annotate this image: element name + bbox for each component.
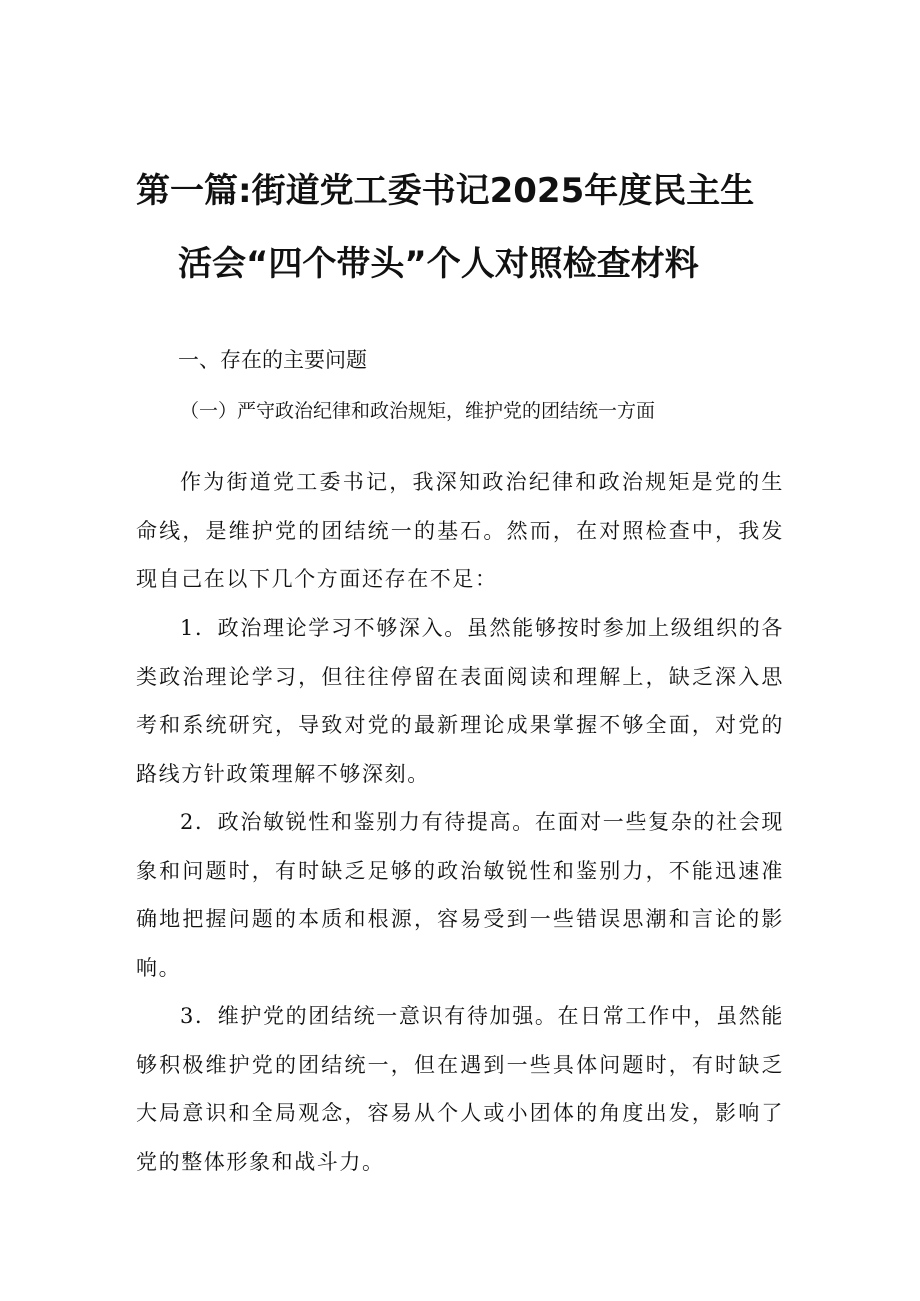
body-paragraph-intro: 作为街道党工委书记，我深知政治纪律和政治规矩是党的生命线，是维护党的团结统一的基石。然而，在对照检查中，我发现自己在以下几个方面还存在不足： — [136, 470, 784, 591]
body-paragraph-item-2: 2．政治敏锐性和鉴别力有待提高。在面对一些复杂的社会现象和问题时，有时缺乏足够的政治敏锐性和鉴别力，不能迅速准确地把握问题的本质和根源，容易受到一些错误思潮和言论的影响。 — [136, 810, 784, 980]
document-title-line-1: 第一篇:街道党工委书记2025年度民主生 — [136, 171, 755, 211]
body-paragraph-item-3: 3．维护党的团结统一意识有待加强。在日常工作中，虽然能够积极维护党的团结统一，但在遇到一些具体问题时，有时缺乏大局意识和全局观念，容易从个人或小团体的角度出发，影响了党的整体形象和战斗力。 — [136, 1004, 784, 1174]
subsection-heading: （一）严守政治纪律和政治规矩，维护党的团结统一方面 — [180, 400, 656, 422]
body-paragraph-item-1: 1．政治理论学习不够深入。虽然能够按时参加上级组织的各类政治理论学习，但往往停留在表面阅读和理解上，缺乏深入思考和系统研究，导致对党的最新理论成果掌握不够全面，对党的路线方针政策理解不够深刻。 — [136, 616, 784, 786]
document-title-line-2: 活会“四个带头”个人对照检查材料 — [178, 244, 699, 284]
section-heading: 一、存在的主要问题 — [178, 348, 367, 372]
